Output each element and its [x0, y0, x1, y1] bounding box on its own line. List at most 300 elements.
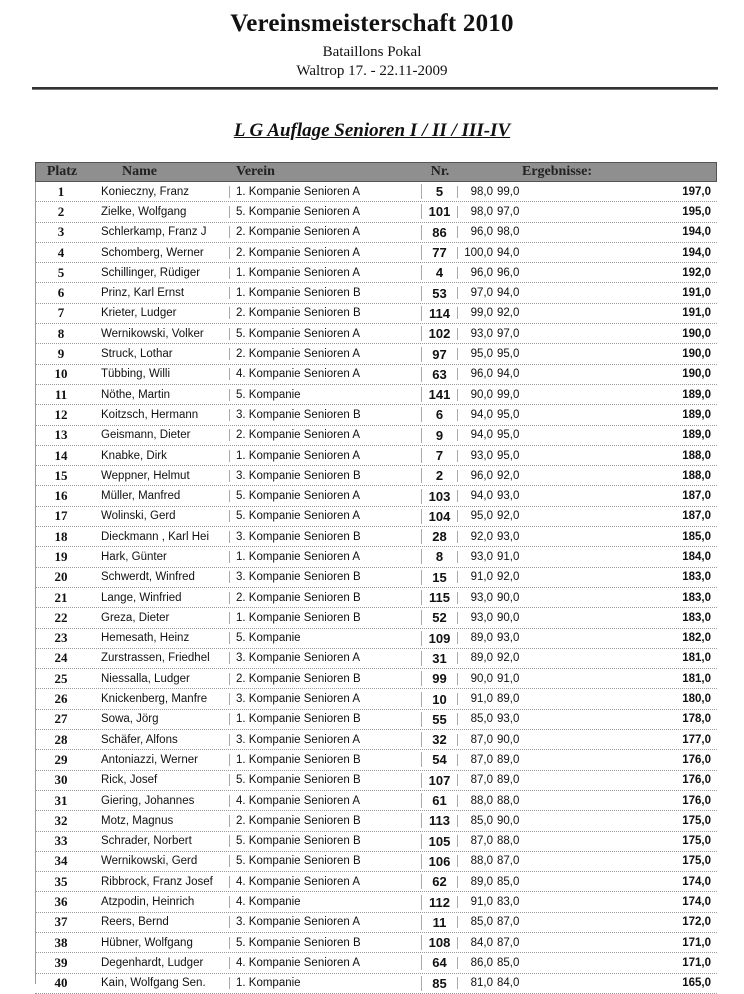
- row-result-1: 96,0: [457, 226, 495, 238]
- row-nr: 105: [421, 834, 457, 849]
- table-row: [35, 568, 717, 588]
- document-title: Vereinsmeisterschaft 2010: [230, 10, 514, 37]
- row-name: Motz, Magnus: [101, 814, 174, 827]
- row-result-1: 91,0: [457, 693, 495, 705]
- row-name: Tübbing, Willi: [101, 368, 171, 381]
- row-name: Schillinger, Rüdiger: [101, 266, 201, 279]
- row-platz: 1: [57, 183, 65, 199]
- row-result-2: 92,0: [497, 307, 520, 320]
- row-verein: 3. Kompanie Senioren A: [229, 916, 421, 928]
- row-verein: 5. Kompanie: [229, 632, 421, 644]
- row-nr: 15: [421, 570, 457, 585]
- row-total: 175,0: [682, 814, 711, 827]
- row-verein: 4. Kompanie Senioren A: [229, 957, 421, 969]
- row-name: Weppner, Helmut: [101, 469, 190, 482]
- row-result-1: 100,0: [457, 247, 495, 259]
- row-total: 174,0: [682, 875, 711, 888]
- row-verein: 3. Kompanie Senioren B: [229, 531, 421, 543]
- row-total: 178,0: [682, 713, 711, 726]
- table-row: [35, 791, 717, 811]
- row-result-1: 87,0: [457, 754, 495, 766]
- row-platz: 39: [54, 954, 68, 970]
- row-result-2: 94,0: [497, 368, 520, 381]
- table-row: [35, 263, 717, 283]
- row-nr: 103: [421, 489, 457, 504]
- row-result-1: 88,0: [457, 855, 495, 867]
- row-platz: 37: [54, 914, 68, 930]
- row-name: Giering, Johannes: [101, 794, 195, 807]
- row-result-1: 85,0: [457, 815, 495, 827]
- row-platz: 15: [54, 467, 68, 483]
- row-name: Rick, Josef: [101, 774, 158, 787]
- row-verein: 2. Kompanie Senioren A: [229, 348, 421, 360]
- row-platz: 34: [54, 853, 68, 869]
- row-verein: 2. Kompanie Senioren B: [229, 307, 421, 319]
- row-result-2: 88,0: [497, 835, 520, 848]
- row-verein: 3. Kompanie Senioren A: [229, 734, 421, 746]
- row-nr: 28: [421, 529, 457, 544]
- table-row: [35, 344, 717, 364]
- row-name: Schrader, Norbert: [101, 835, 192, 848]
- row-nr: 99: [421, 671, 457, 686]
- row-total: 165,0: [682, 977, 711, 990]
- row-name: Wernikowski, Gerd: [101, 855, 198, 868]
- row-result-1: 89,0: [457, 652, 495, 664]
- row-total: 189,0: [682, 388, 711, 401]
- table-row: [35, 507, 717, 527]
- table-row: [35, 649, 717, 669]
- row-result-2: 92,0: [497, 652, 520, 665]
- row-nr: 32: [421, 732, 457, 747]
- row-verein: 4. Kompanie: [229, 896, 421, 908]
- row-total: 172,0: [682, 916, 711, 929]
- row-verein: 5. Kompanie Senioren A: [229, 510, 421, 522]
- table-row: [35, 913, 717, 933]
- row-name: Dieckmann , Karl Hei: [101, 530, 210, 543]
- row-result-1: 96,0: [457, 470, 495, 482]
- row-result-2: 97,0: [497, 205, 520, 218]
- table-row: [35, 385, 717, 405]
- row-result-2: 95,0: [497, 429, 520, 442]
- table-row: [35, 852, 717, 872]
- row-platz: 35: [54, 873, 68, 889]
- table-row: [35, 324, 717, 344]
- row-name: Schäfer, Alfons: [101, 733, 178, 746]
- row-platz: 16: [54, 488, 68, 504]
- row-verein: 2. Kompanie Senioren A: [229, 429, 421, 441]
- row-total: 194,0: [682, 246, 711, 259]
- row-name: Wolinski, Gerd: [101, 510, 176, 523]
- row-verein: 1. Kompanie Senioren A: [229, 450, 421, 462]
- row-result-2: 90,0: [497, 814, 520, 827]
- table-row: [35, 872, 717, 892]
- row-verein: 3. Kompanie Senioren B: [229, 571, 421, 583]
- row-total: 197,0: [682, 185, 711, 198]
- row-verein: 4. Kompanie Senioren A: [229, 795, 421, 807]
- row-result-1: 93,0: [457, 592, 495, 604]
- row-nr: 53: [421, 286, 457, 301]
- row-nr: 77: [421, 245, 457, 260]
- row-result-1: 85,0: [457, 916, 495, 928]
- row-result-1: 98,0: [457, 206, 495, 218]
- row-platz: 11: [54, 386, 68, 402]
- row-nr: 62: [421, 874, 457, 889]
- row-total: 171,0: [682, 936, 711, 949]
- row-nr: 5: [421, 184, 457, 199]
- row-result-2: 98,0: [497, 226, 520, 239]
- row-nr: 106: [421, 854, 457, 869]
- row-nr: 9: [421, 428, 457, 443]
- row-platz: 27: [54, 711, 68, 727]
- row-result-2: 95,0: [497, 408, 520, 421]
- row-total: 191,0: [682, 307, 711, 320]
- row-name: Knickenberg, Manfre: [101, 693, 208, 706]
- row-result-2: 91,0: [497, 550, 520, 563]
- row-result-2: 95,0: [497, 449, 520, 462]
- row-result-1: 87,0: [457, 835, 495, 847]
- row-platz: 9: [57, 346, 65, 362]
- table-row: [35, 730, 717, 750]
- row-total: 174,0: [682, 896, 711, 909]
- row-result-2: 93,0: [497, 490, 520, 503]
- row-result-2: 89,0: [497, 774, 520, 787]
- table-row: [35, 486, 717, 506]
- row-result-1: 92,0: [457, 531, 495, 543]
- row-name: Müller, Manfred: [101, 490, 181, 503]
- row-nr: 141: [421, 387, 457, 402]
- row-nr: 55: [421, 712, 457, 727]
- row-name: Wernikowski, Volker: [101, 327, 204, 340]
- row-total: 195,0: [682, 205, 711, 218]
- table-row: [35, 832, 717, 852]
- row-nr: 64: [421, 955, 457, 970]
- table-row: [35, 283, 717, 303]
- table-body: [35, 182, 717, 994]
- row-nr: 115: [421, 590, 457, 605]
- row-name: Schlerkamp, Franz J: [101, 226, 207, 239]
- row-result-1: 98,0: [457, 186, 495, 198]
- row-name: Sowa, Jörg: [101, 713, 159, 726]
- row-verein: 1. Kompanie Senioren B: [229, 713, 421, 725]
- row-result-2: 85,0: [497, 875, 520, 888]
- row-result-1: 88,0: [457, 795, 495, 807]
- row-name: Schwerdt, Winfred: [101, 571, 195, 584]
- row-total: 187,0: [682, 510, 711, 523]
- row-verein: 1. Kompanie Senioren A: [229, 551, 421, 563]
- row-nr: 61: [421, 793, 457, 808]
- row-result-1: 87,0: [457, 774, 495, 786]
- row-result-2: 90,0: [497, 733, 520, 746]
- row-verein: 4. Kompanie Senioren A: [229, 876, 421, 888]
- row-verein: 3. Kompanie Senioren B: [229, 470, 421, 482]
- row-verein: 5. Kompanie Senioren A: [229, 328, 421, 340]
- row-name: Atzpodin, Heinrich: [101, 896, 195, 909]
- row-total: 191,0: [682, 287, 711, 300]
- row-result-1: 93,0: [457, 450, 495, 462]
- results-table: [35, 162, 717, 994]
- row-result-1: 87,0: [457, 734, 495, 746]
- row-result-1: 97,0: [457, 287, 495, 299]
- row-nr: 63: [421, 367, 457, 382]
- row-result-1: 95,0: [457, 348, 495, 360]
- row-name: Kain, Wolfgang Sen.: [101, 977, 206, 990]
- row-nr: 31: [421, 651, 457, 666]
- row-name: Reers, Bernd: [101, 916, 169, 929]
- row-total: 176,0: [682, 753, 711, 766]
- row-name: Degenhardt, Ludger: [101, 956, 204, 969]
- row-nr: 113: [421, 813, 457, 828]
- row-platz: 24: [54, 650, 68, 666]
- row-total: 188,0: [682, 449, 711, 462]
- row-name: Prinz, Karl Ernst: [101, 287, 185, 300]
- row-result-2: 97,0: [497, 327, 520, 340]
- row-verein: 1. Kompanie Senioren A: [229, 267, 421, 279]
- row-nr: 86: [421, 225, 457, 240]
- row-result-1: 99,0: [457, 307, 495, 319]
- row-total: 183,0: [682, 611, 711, 624]
- row-name: Struck, Lothar: [101, 348, 173, 361]
- row-verein: 1. Kompanie Senioren B: [229, 287, 421, 299]
- row-platz: 2: [57, 203, 65, 219]
- row-result-2: 87,0: [497, 936, 520, 949]
- row-result-2: 99,0: [497, 388, 520, 401]
- row-result-2: 95,0: [497, 348, 520, 361]
- row-result-1: 94,0: [457, 490, 495, 502]
- table-row: [35, 547, 717, 567]
- col-nr: Nr.: [430, 164, 450, 179]
- document-dates: Waltrop 17. - 22.11-2009: [296, 63, 448, 79]
- row-total: 185,0: [682, 530, 711, 543]
- row-result-1: 94,0: [457, 429, 495, 441]
- table-row: [35, 223, 717, 243]
- row-result-1: 93,0: [457, 612, 495, 624]
- row-verein: 2. Kompanie Senioren B: [229, 815, 421, 827]
- row-total: 189,0: [682, 429, 711, 442]
- row-result-1: 93,0: [457, 551, 495, 563]
- row-platz: 32: [54, 812, 68, 828]
- row-verein: 5. Kompanie Senioren A: [229, 490, 421, 502]
- table-row: [35, 202, 717, 222]
- row-name: Koitzsch, Hermann: [101, 408, 199, 421]
- row-verein: 5. Kompanie: [229, 389, 421, 401]
- table-row: [35, 811, 717, 831]
- row-nr: 109: [421, 631, 457, 646]
- row-result-1: 94,0: [457, 409, 495, 421]
- row-result-1: 96,0: [457, 267, 495, 279]
- row-verein: 3. Kompanie Senioren A: [229, 693, 421, 705]
- section-title: L G Auflage Senioren I / II / III-IV: [233, 120, 511, 141]
- row-verein: 2. Kompanie Senioren A: [229, 247, 421, 259]
- row-verein: 5. Kompanie Senioren B: [229, 774, 421, 786]
- table-row: [35, 953, 717, 973]
- row-result-2: 93,0: [497, 713, 520, 726]
- col-verein: Verein: [236, 164, 275, 179]
- row-result-1: 86,0: [457, 957, 495, 969]
- row-nr: 54: [421, 752, 457, 767]
- row-name: Konieczny, Franz: [101, 185, 189, 198]
- row-platz: 40: [54, 975, 68, 991]
- row-platz: 36: [54, 894, 68, 910]
- table-row: [35, 304, 717, 324]
- table-row: [35, 182, 717, 202]
- row-total: 187,0: [682, 490, 711, 503]
- row-total: 171,0: [682, 956, 711, 969]
- row-name: Schomberg, Werner: [101, 246, 204, 259]
- row-total: 189,0: [682, 408, 711, 421]
- table-row: [35, 405, 717, 425]
- row-result-1: 90,0: [457, 389, 495, 401]
- row-result-2: 84,0: [497, 977, 520, 990]
- row-name: Hark, Günter: [101, 550, 167, 563]
- row-result-2: 92,0: [497, 510, 520, 523]
- row-platz: 26: [54, 691, 68, 707]
- row-name: Hemesath, Heinz: [101, 632, 190, 645]
- row-platz: 23: [54, 630, 68, 646]
- row-total: 182,0: [682, 632, 711, 645]
- row-total: 180,0: [682, 693, 711, 706]
- table-row: [35, 689, 717, 709]
- row-verein: 3. Kompanie Senioren B: [229, 409, 421, 421]
- row-verein: 5. Kompanie Senioren B: [229, 855, 421, 867]
- row-result-2: 92,0: [497, 469, 520, 482]
- table-row: [35, 446, 717, 466]
- row-verein: 5. Kompanie Senioren B: [229, 835, 421, 847]
- row-verein: 2. Kompanie Senioren B: [229, 673, 421, 685]
- row-verein: 1. Kompanie Senioren B: [229, 612, 421, 624]
- row-result-2: 87,0: [497, 855, 520, 868]
- row-result-1: 89,0: [457, 632, 495, 644]
- row-result-2: 94,0: [497, 287, 520, 300]
- row-verein: 4. Kompanie Senioren A: [229, 368, 421, 380]
- row-nr: 4: [421, 265, 457, 280]
- row-nr: 85: [421, 976, 457, 991]
- row-total: 190,0: [682, 368, 711, 381]
- col-platz: Platz: [46, 164, 78, 179]
- row-platz: 19: [54, 548, 68, 564]
- row-total: 181,0: [682, 652, 711, 665]
- row-name: Niessalla, Ludger: [101, 672, 190, 685]
- row-verein: 3. Kompanie Senioren A: [229, 652, 421, 664]
- row-nr: 102: [421, 326, 457, 341]
- row-total: 176,0: [682, 774, 711, 787]
- row-total: 175,0: [682, 855, 711, 868]
- row-name: Geismann, Dieter: [101, 429, 191, 442]
- row-nr: 104: [421, 509, 457, 524]
- row-name: Antoniazzi, Werner: [101, 753, 198, 766]
- row-name: Lange, Winfried: [101, 591, 182, 604]
- row-platz: 8: [57, 325, 65, 341]
- row-result-2: 99,0: [497, 185, 520, 198]
- row-platz: 38: [54, 934, 68, 950]
- row-verein: 1. Kompanie Senioren A: [229, 186, 421, 198]
- row-nr: 6: [421, 407, 457, 422]
- table-row: [35, 629, 717, 649]
- row-total: 183,0: [682, 571, 711, 584]
- row-name: Ribbrock, Franz Josef: [101, 875, 213, 888]
- row-nr: 108: [421, 935, 457, 950]
- row-nr: 2: [421, 468, 457, 483]
- row-result-1: 84,0: [457, 937, 495, 949]
- row-platz: 14: [54, 447, 68, 463]
- row-result-2: 96,0: [497, 266, 520, 279]
- row-result-1: 90,0: [457, 673, 495, 685]
- row-result-2: 94,0: [497, 246, 520, 259]
- row-platz: 20: [54, 569, 68, 585]
- row-nr: 101: [421, 204, 457, 219]
- row-platz: 28: [54, 731, 68, 747]
- row-name: Knabke, Dirk: [101, 449, 167, 462]
- row-platz: 17: [54, 508, 68, 524]
- row-name: Krieter, Ludger: [101, 307, 177, 320]
- row-verein: 2. Kompanie Senioren A: [229, 226, 421, 238]
- row-result-2: 91,0: [497, 672, 520, 685]
- row-result-2: 92,0: [497, 571, 520, 584]
- row-nr: 8: [421, 549, 457, 564]
- row-result-1: 91,0: [457, 571, 495, 583]
- row-total: 183,0: [682, 591, 711, 604]
- row-platz: 29: [54, 751, 68, 767]
- row-result-2: 90,0: [497, 591, 520, 604]
- row-nr: 52: [421, 610, 457, 625]
- row-result-2: 88,0: [497, 794, 520, 807]
- row-total: 194,0: [682, 226, 711, 239]
- row-verein: 5. Kompanie Senioren A: [229, 206, 421, 218]
- row-verein: 1. Kompanie Senioren B: [229, 754, 421, 766]
- table-row: [35, 243, 717, 263]
- row-result-1: 89,0: [457, 876, 495, 888]
- table-row: [35, 669, 717, 689]
- row-platz: 6: [57, 285, 65, 301]
- row-platz: 22: [54, 609, 68, 625]
- row-nr: 11: [421, 915, 457, 930]
- row-total: 190,0: [682, 327, 711, 340]
- col-name: Name: [122, 164, 157, 179]
- row-verein: 5. Kompanie Senioren B: [229, 937, 421, 949]
- row-name: Greza, Dieter: [101, 611, 170, 624]
- row-platz: 10: [54, 366, 68, 382]
- row-result-1: 81,0: [457, 977, 495, 989]
- row-result-2: 85,0: [497, 956, 520, 969]
- table-row: [35, 365, 717, 385]
- row-result-2: 89,0: [497, 693, 520, 706]
- row-total: 175,0: [682, 835, 711, 848]
- row-verein: 2. Kompanie Senioren B: [229, 592, 421, 604]
- row-total: 192,0: [682, 266, 711, 279]
- row-result-2: 93,0: [497, 632, 520, 645]
- row-name: Zurstrassen, Friedhel: [101, 652, 210, 665]
- row-result-2: 89,0: [497, 753, 520, 766]
- header-divider: [32, 87, 718, 90]
- row-platz: 18: [54, 528, 68, 544]
- row-verein: 1. Kompanie: [229, 977, 421, 989]
- row-platz: 13: [54, 427, 68, 443]
- table-header: [35, 162, 717, 182]
- row-result-1: 95,0: [457, 510, 495, 522]
- table-row: [35, 771, 717, 791]
- table-row: [35, 933, 717, 953]
- row-total: 184,0: [682, 550, 711, 563]
- row-nr: 107: [421, 773, 457, 788]
- row-platz: 33: [54, 833, 68, 849]
- row-platz: 25: [54, 670, 68, 686]
- row-total: 190,0: [682, 348, 711, 361]
- row-platz: 12: [54, 406, 68, 422]
- row-total: 176,0: [682, 794, 711, 807]
- table-row: [35, 466, 717, 486]
- row-result-2: 90,0: [497, 611, 520, 624]
- row-nr: 7: [421, 448, 457, 463]
- table-row: [35, 710, 717, 730]
